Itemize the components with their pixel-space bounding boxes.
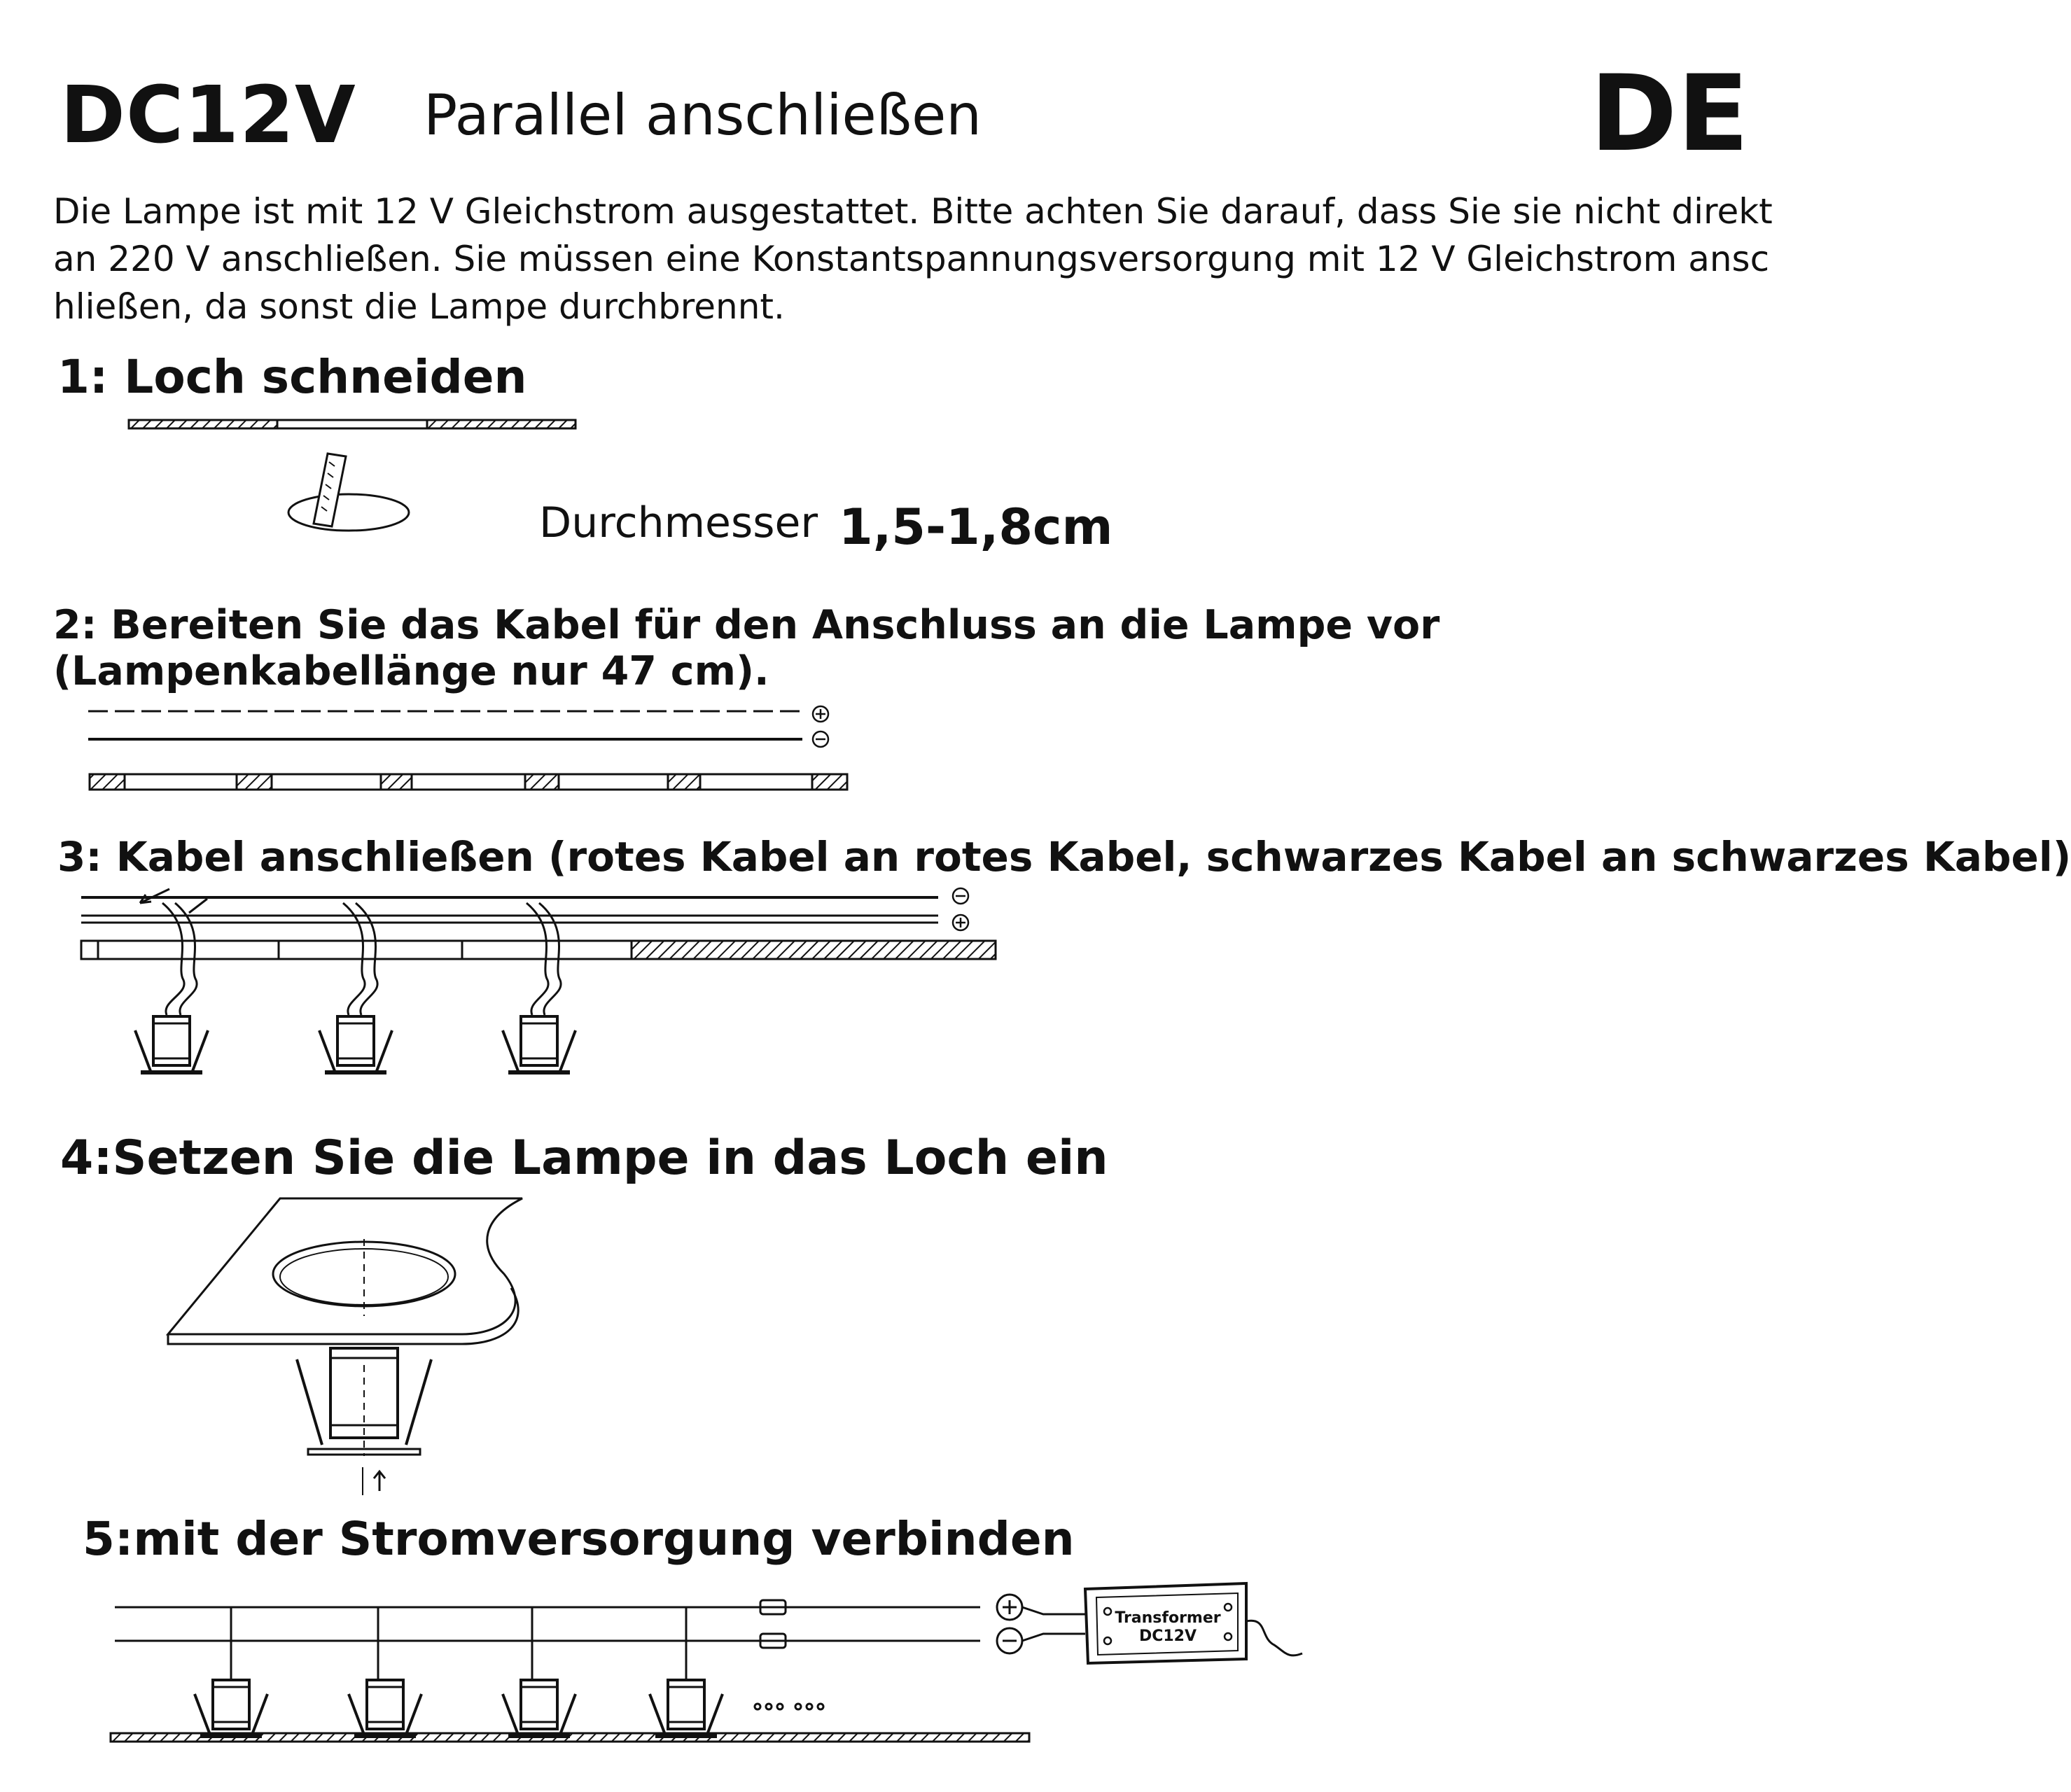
intro-line: Die Lampe ist mit 12 V Gleichstrom ausgestattet. Bitte achten Sie darauf, dass Sie sie nicht direkt xyxy=(53,191,1773,232)
page-title: DC12V xyxy=(60,70,356,161)
intro-line: hließen, da sonst die Lampe durchbrennt. xyxy=(53,286,785,327)
step4-title: 4:Setzen Sie die Lampe in das Loch ein xyxy=(60,1130,1108,1186)
diameter-label: Durchmesser xyxy=(539,498,818,547)
transformer-label: Transformer xyxy=(1115,1609,1221,1627)
intro-line: an 220 V anschließen. Sie müssen eine Konstantspannungsversorgung mit 12 V Gleichstrom ansc xyxy=(53,239,1770,279)
transformer-voltage: DC12V xyxy=(1138,1628,1197,1645)
language-code: DE xyxy=(1590,53,1749,175)
step2-cable-diagram xyxy=(88,706,847,790)
step5-title: 5:mit der Stromversorgung verbinden xyxy=(83,1512,1075,1566)
step2-title-line: 2: Bereiten Sie das Kabel für den Anschluss an die Lampe vor xyxy=(53,602,1440,648)
step1-board-diagram xyxy=(129,420,576,531)
step2-title-line: (Lampenkabellänge nur 47 cm). xyxy=(53,648,769,694)
step4-install-diagram xyxy=(168,1198,522,1495)
page-subtitle: Parallel anschließen xyxy=(424,83,982,148)
step3-wiring-diagram xyxy=(81,888,996,1072)
step3-title: 3: Kabel anschließen (rotes Kabel an rotes Kabel, schwarzes Kabel an schwarzes Kabel) xyxy=(57,833,2071,881)
step1-title: 1: Loch schneiden xyxy=(57,350,527,404)
step5-power-diagram xyxy=(111,1583,1302,1742)
diameter-value: 1,5-1,8cm xyxy=(839,498,1113,556)
